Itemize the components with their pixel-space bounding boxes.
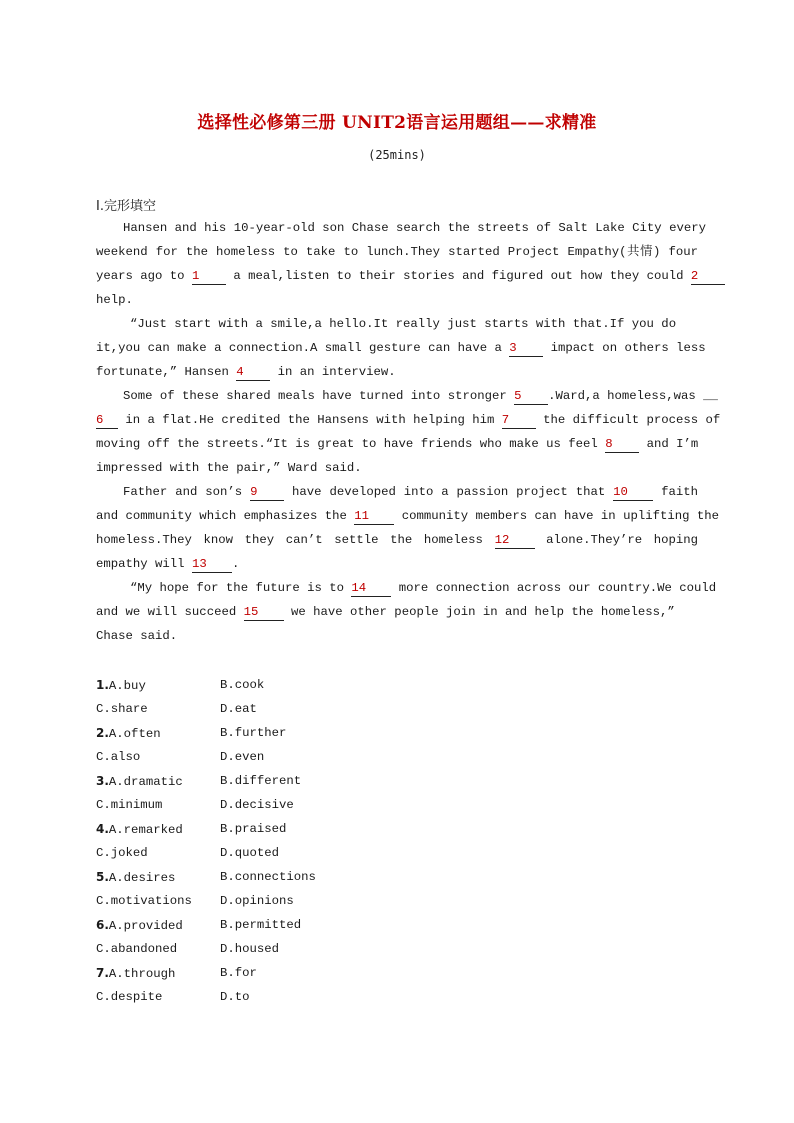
passage-line: it,you can make a connection.A small gesture can have a 3 impact on others less xyxy=(96,341,706,355)
page-title: 选择性必修第三册 UNIT2语言运用题组——求精准 xyxy=(197,113,597,133)
option-3a[interactable]: 3.A.dramatic xyxy=(96,774,183,789)
option-4a[interactable]: 4.A.remarked xyxy=(96,822,183,837)
option-1c[interactable]: C.share xyxy=(96,702,148,716)
blank-5[interactable]: 5 xyxy=(514,389,548,405)
option-6c[interactable]: C.abandoned xyxy=(96,942,178,956)
option-6d[interactable]: D.housed xyxy=(220,942,280,956)
duration-note: (25mins) xyxy=(368,148,426,162)
option-3d[interactable]: D.decisive xyxy=(220,798,294,812)
passage-line: Some of these shared meals have turned into stronger 5 .Ward,a homeless,was __ xyxy=(123,389,718,403)
option-3c[interactable]: C.minimum xyxy=(96,798,163,812)
blank-4[interactable]: 4 xyxy=(236,365,270,381)
option-1b[interactable]: B.cook xyxy=(220,678,265,692)
passage-line: “My hope for the future is to 14 more connection across our country.We could xyxy=(130,581,717,595)
passage-line: and we will succeed 15 we have other people join in and help the homeless,” xyxy=(96,605,675,619)
option-5d[interactable]: D.opinions xyxy=(220,894,294,908)
blank-10[interactable]: 10 xyxy=(613,485,653,501)
cloze-passage xyxy=(96,216,721,648)
option-6b[interactable]: B.permitted xyxy=(220,918,302,932)
passage-line: and community which emphasizes the 11 community members can have in uplifting the xyxy=(96,509,719,523)
option-4c[interactable]: C.joked xyxy=(96,846,148,860)
option-3b[interactable]: B.different xyxy=(220,774,302,788)
passage-line: empathy will 13 . xyxy=(96,557,240,571)
option-5b[interactable]: B.connections xyxy=(220,870,316,884)
section-title: Ⅰ.完形填空 xyxy=(96,199,156,214)
option-6a[interactable]: 6.A.provided xyxy=(96,918,183,933)
option-2d[interactable]: D.even xyxy=(220,750,265,764)
blank-13[interactable]: 13 xyxy=(192,557,232,573)
option-7b[interactable]: B.for xyxy=(220,966,257,980)
passage-line: Chase said. xyxy=(96,629,178,643)
passage-line: “Just start with a smile,a hello.It really just starts with that.If you do xyxy=(130,317,677,331)
option-5a[interactable]: 5.A.desires xyxy=(96,870,176,885)
blank-3[interactable]: 3 xyxy=(509,341,543,357)
blank-15[interactable]: 15 xyxy=(244,605,284,621)
option-1a[interactable]: 1.A.buy xyxy=(96,678,146,693)
passage-line: homeless.They know they can’t settle the homeless 12 alone.They’re hoping xyxy=(96,533,698,547)
passage-line: help. xyxy=(96,293,133,307)
passage-line: moving off the streets.“It is great to have friends who make us feel 8 and I’m xyxy=(96,437,699,451)
passage-line: fortunate,” Hansen 4 in an interview. xyxy=(96,365,396,379)
option-2a[interactable]: 2.A.often xyxy=(96,726,161,741)
option-7a[interactable]: 7.A.through xyxy=(96,966,176,981)
option-7d[interactable]: D.to xyxy=(220,990,250,1004)
blank-11[interactable]: 11 xyxy=(354,509,394,525)
option-1d[interactable]: D.eat xyxy=(220,702,257,716)
option-4d[interactable]: D.quoted xyxy=(220,846,280,860)
blank-14[interactable]: 14 xyxy=(351,581,391,597)
blank-1[interactable]: 1 xyxy=(192,269,226,285)
option-4b[interactable]: B.praised xyxy=(220,822,287,836)
passage-line: 6 in a flat.He credited the Hansens with helping him 7 the difficult process of xyxy=(96,413,721,427)
blank-12[interactable]: 12 xyxy=(495,533,535,549)
option-2b[interactable]: B.further xyxy=(220,726,287,740)
option-5c[interactable]: C.motivations xyxy=(96,894,192,908)
blank-9[interactable]: 9 xyxy=(250,485,284,501)
passage-line: Hansen and his 10-year-old son Chase search the streets of Salt Lake City every xyxy=(123,221,706,235)
blank-2[interactable]: 2 xyxy=(691,269,725,285)
blank-6[interactable]: 6 xyxy=(96,413,118,429)
option-2c[interactable]: C.also xyxy=(96,750,141,764)
option-7c[interactable]: C.despite xyxy=(96,990,163,1004)
passage-line: impressed with the pair,” Ward said. xyxy=(96,461,362,475)
blank-7[interactable]: 7 xyxy=(502,413,536,429)
passage-line: weekend for the homeless to take to lunch.They started Project Empathy(共情) four xyxy=(96,245,698,259)
passage-line: Father and son’s 9 have developed into a passion project that 10 faith xyxy=(123,485,699,499)
blank-8[interactable]: 8 xyxy=(605,437,639,453)
passage-line: years ago to 1 a meal,listen to their stories and figured out how they could 2 xyxy=(96,264,698,288)
